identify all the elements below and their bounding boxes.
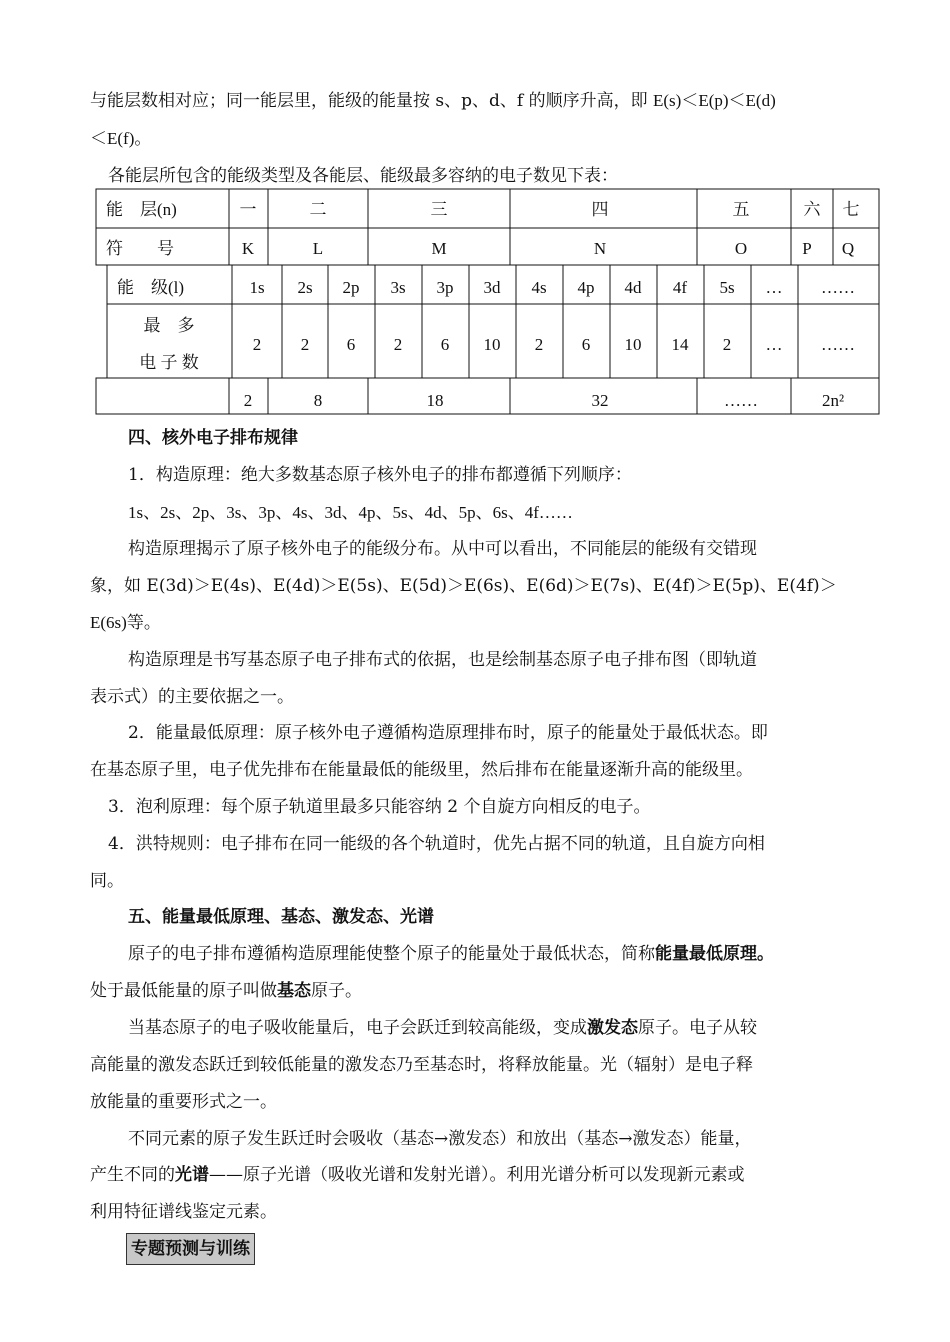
max-row-label-2: 电 子 数	[139, 353, 199, 372]
level-4s: 4s	[531, 278, 547, 297]
symbol-O: O	[734, 239, 748, 258]
max-2p: 6	[346, 335, 356, 354]
energy-level-table	[0, 0, 950, 430]
section-5-paragraph-2-line-2: 高能量的激发态跃迁到较低能量的激发态乃至基态时，将释放能量。光（辐射）是电子释	[90, 1055, 753, 1075]
section-5-paragraph-3-line-1: 不同元素的原子发生跃迁时会吸收（基态→激发态）和放出（基态→激发态）能量，	[128, 1129, 752, 1149]
max-4d: 10	[624, 335, 642, 354]
rule-3: 3．泡利原理：每个原子轨道里最多只能容纳 2 个自旋方向相反的电子。	[108, 797, 651, 817]
total-shell-1: 2	[243, 391, 253, 410]
shell-row-label: 能 层(n)	[106, 200, 177, 219]
rule-2-line-2: 在基态原子里，电子优先排布在能量最低的能级里，然后排布在能量逐渐升高的能级里。	[90, 760, 753, 780]
total-formula: 2n²	[821, 391, 845, 410]
symbol-M: M	[431, 239, 447, 258]
level-ellipsis: …	[765, 278, 783, 297]
intro-paragraph-2: 各能层所包含的能级类型及各能层、能级最多容纳的电子数见下表：	[108, 166, 618, 186]
term-excited-state: 激发态	[587, 1018, 638, 1038]
symbol-P: P	[802, 239, 812, 258]
paragraph-a-2: 象，如 E(3d)＞E(4s)、E(4d)＞E(5s)、E(5d)＞E(6s)、E(6d)＞E(7s)、E(4f)＞E(5p)、E(4f)＞	[90, 576, 837, 596]
section-5-paragraph-3-line-3: 利用特征谱线鉴定元素。	[90, 1202, 277, 1222]
term-spectrum: 光谱	[175, 1165, 209, 1185]
max-row-label-1: 最 多	[143, 316, 195, 335]
total-shell-4: 32	[591, 391, 609, 410]
intro-paragraph-1: 与能层数相对应；同一能层里，能级的能量按 s、p、d、f 的顺序升高，即 E(s)＜E(p)＜E(d)	[90, 91, 776, 111]
shell-6: 六	[803, 200, 821, 219]
paragraph-a-3: E(6s)等。	[90, 613, 161, 632]
term-ground-state: 基态	[277, 981, 311, 1001]
section-5-paragraph-1-line-2: 处于最低能量的原子叫做基态原子。	[90, 981, 362, 1001]
section-5-paragraph-2-line-3: 放能量的重要形式之一。	[90, 1092, 277, 1112]
build-order: 1s、2s、2p、3s、3p、4s、3d、4p、5s、4d、5p、6s、4f……	[128, 503, 573, 522]
shell-1: 一	[239, 200, 257, 219]
max-5s: 2	[722, 335, 732, 354]
section-5-paragraph-1-line-1: 原子的电子排布遵循构造原理能使整个原子的能量处于最低状态，简称能量最低原理。	[128, 944, 774, 964]
symbol-K: K	[241, 239, 255, 258]
shell-5: 五	[732, 200, 750, 219]
level-4d: 4d	[624, 278, 642, 297]
max-2s: 2	[300, 335, 310, 354]
rule-4-line-2: 同。	[90, 871, 124, 891]
level-ellipsis-more: ……	[821, 278, 855, 297]
max-4f: 14	[671, 335, 689, 354]
level-5s: 5s	[719, 278, 735, 297]
total-shell-3: 18	[426, 391, 444, 410]
rule-2-line-1: 2．能量最低原理：原子核外电子遵循构造原理排布时，原子的能量处于最低状态。即	[128, 723, 768, 743]
max-3d: 10	[483, 335, 501, 354]
shell-7: 七	[842, 200, 860, 219]
max-3p: 6	[440, 335, 450, 354]
shell-4: 四	[591, 200, 609, 219]
max-ellipsis: …	[765, 335, 783, 354]
paragraph-b-1: 构造原理是书写基态原子电子排布式的依据，也是绘制基态原子电子排布图（即轨道	[128, 650, 757, 670]
max-3s: 2	[393, 335, 403, 354]
level-row-label: 能 级(l)	[117, 278, 185, 297]
symbol-L: L	[312, 239, 324, 258]
symbol-row-label: 符 号	[106, 239, 174, 258]
max-4p: 6	[581, 335, 591, 354]
intro-paragraph-1-end: ＜E(f)。	[90, 129, 152, 148]
symbol-N: N	[593, 239, 607, 258]
practice-section-tag: 专题预测与训练	[126, 1233, 255, 1265]
max-ellipsis-more: ……	[821, 335, 855, 354]
paragraph-a-1: 构造原理揭示了原子核外电子的能级分布。从中可以看出，不同能层的能级有交错现	[128, 539, 757, 559]
paragraph-b-2: 表示式）的主要依据之一。	[90, 687, 294, 707]
shell-3: 三	[430, 200, 448, 219]
rule-4-line-1: 4．洪特规则：电子排布在同一能级的各个轨道时，优先占据不同的轨道，且自旋方向相	[108, 834, 765, 854]
level-1s: 1s	[249, 278, 265, 297]
max-1s: 2	[252, 335, 262, 354]
level-3d: 3d	[483, 278, 501, 297]
level-3p: 3p	[436, 278, 454, 297]
level-3s: 3s	[390, 278, 406, 297]
level-2s: 2s	[297, 278, 313, 297]
max-4s: 2	[534, 335, 544, 354]
section-4-heading: 四、核外电子排布规律	[128, 428, 298, 448]
section-5-heading: 五、能量最低原理、基态、激发态、光谱	[128, 907, 434, 927]
section-5-paragraph-2-line-1: 当基态原子的电子吸收能量后，电子会跃迁到较高能级，变成激发态原子。电子从较	[128, 1018, 757, 1038]
total-shell-2: 8	[313, 391, 323, 410]
level-2p: 2p	[342, 278, 360, 297]
section-5-paragraph-3-line-2: 产生不同的光谱——原子光谱（吸收光谱和发射光谱）。利用光谱分析可以发现新元素或	[90, 1165, 745, 1185]
shell-2: 二	[309, 200, 327, 219]
symbol-Q: Q	[841, 239, 855, 258]
level-4p: 4p	[577, 278, 595, 297]
level-4f: 4f	[672, 278, 688, 297]
total-ellipsis: ……	[724, 391, 758, 410]
rule-1: 1．构造原理：绝大多数基态原子核外电子的排布都遵循下列顺序：	[128, 465, 632, 485]
term-lowest-energy: 能量最低原理。	[655, 944, 774, 964]
